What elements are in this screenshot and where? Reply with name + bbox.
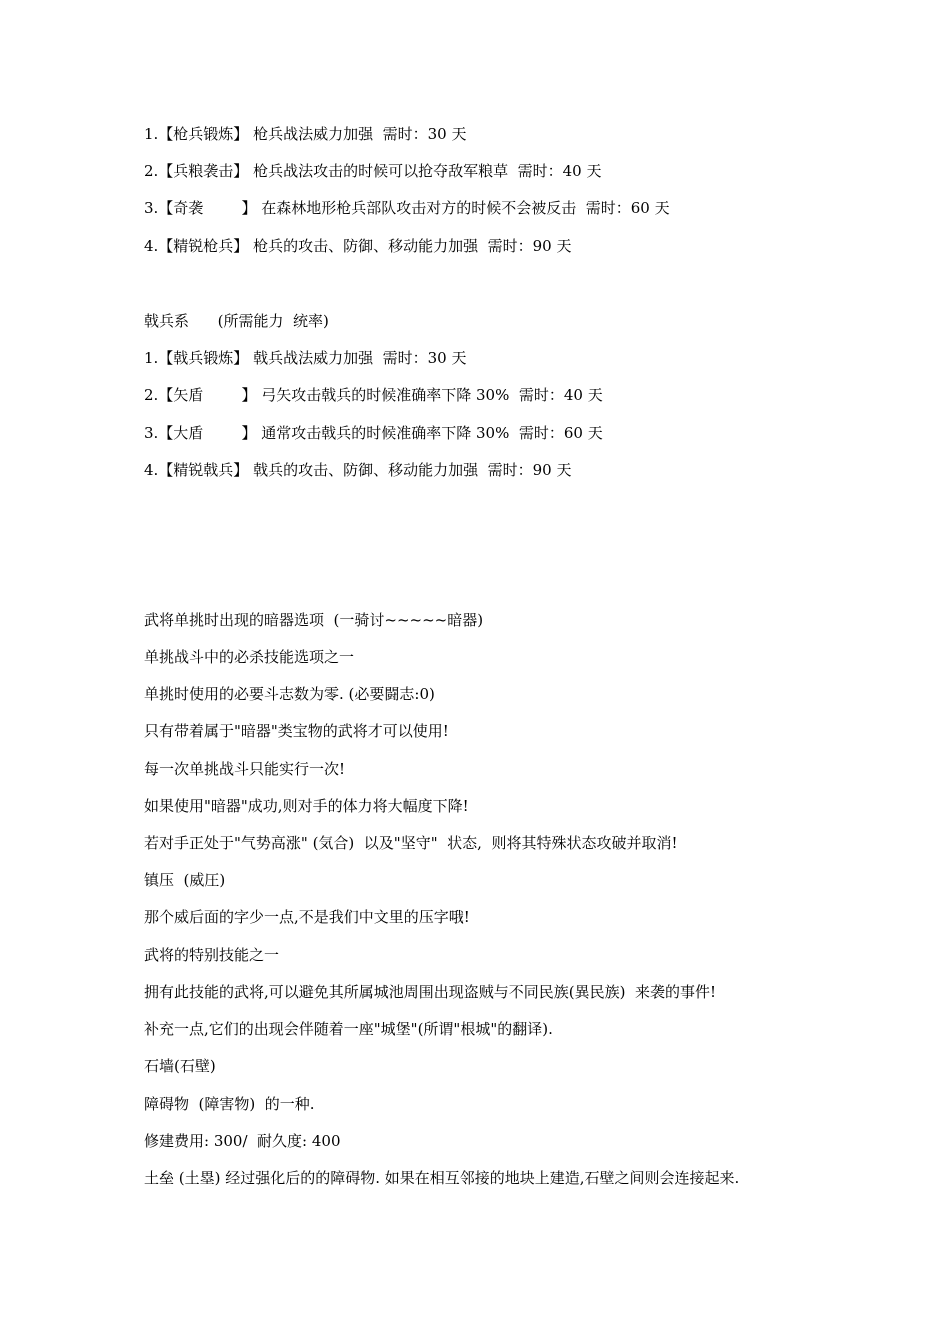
- note-hidden-weapon-title: 武将单挑时出现的暗器选项 (一骑讨~~~~~暗器): [144, 611, 484, 629]
- note-suppress-2: 武将的特别技能之一: [144, 946, 280, 964]
- halberd-skill-3: 3.【大盾 】 通常攻击戟兵的时候准确率下降 30% 需时：60 天: [144, 424, 603, 442]
- halberd-skill-4: 4.【精锐戟兵】 戟兵的攻击、防御、移动能力加强 需时：90 天: [144, 461, 572, 479]
- halberd-skill-2: 2.【矢盾 】 弓矢攻击戟兵的时候准确率下降 30% 需时：40 天: [144, 386, 603, 404]
- note-stone-wall-title: 石墙(石壁): [144, 1057, 216, 1075]
- spear-skill-1: 1.【枪兵锻炼】 枪兵战法威力加强 需时：30 天: [144, 125, 467, 143]
- note-suppress-4: 补充一点,它们的出现会伴随着一座"城堡"(所谓"根城"的翻译).: [144, 1020, 553, 1038]
- note-hidden-weapon-4: 每一次单挑战斗只能实行一次!: [144, 760, 346, 778]
- spear-skill-3: 3.【奇袭 】 在森林地形枪兵部队攻击对方的时候不会被反击 需时：60 天: [144, 199, 670, 217]
- note-hidden-weapon-6: 若对手正处于"气势高涨" (気合) 以及"坚守" 状态, 则将其特殊状态攻破并取消!: [144, 834, 678, 852]
- note-hidden-weapon-3: 只有带着属于"暗器"类宝物的武将才可以使用!: [144, 722, 449, 740]
- note-suppress-3: 拥有此技能的武将,可以避免其所属城池周围出现盗贼与不同民族(異民族) 来袭的事件!: [144, 983, 717, 1001]
- note-suppress-1: 那个威后面的字少一点,不是我们中文里的压字哦!: [144, 908, 470, 926]
- note-hidden-weapon-5: 如果使用"暗器"成功,则对手的体力将大幅度下降!: [144, 797, 469, 815]
- note-stone-wall-1: 障碍物 (障害物) 的一种.: [144, 1095, 315, 1113]
- note-stone-wall-2: 修建费用: 300/ 耐久度: 400: [144, 1132, 341, 1150]
- note-hidden-weapon-1: 单挑战斗中的必杀技能选项之一: [144, 648, 355, 666]
- note-suppress-title: 镇压 (威圧): [144, 871, 226, 889]
- note-stone-wall-paragraph: 土垒 (土塁) 经过强化后的的障碍物. 如果在相互邻接的地块上建造,石壁之间则会连接起来.: [144, 1169, 740, 1187]
- note-hidden-weapon-2: 单挑时使用的必要斗志数为零. (必要闘志:0): [144, 685, 435, 703]
- spear-skill-2: 2.【兵粮袭击】 枪兵战法攻击的时候可以抢夺敌军粮草 需时：40 天: [144, 162, 602, 180]
- halberd-skill-1: 1.【戟兵锻炼】 戟兵战法威力加强 需时：30 天: [144, 349, 467, 367]
- halberd-section-header: 戟兵系 (所需能力 统率): [144, 312, 329, 330]
- spear-skill-4: 4.【精锐枪兵】 枪兵的攻击、防御、移动能力加强 需时：90 天: [144, 237, 572, 255]
